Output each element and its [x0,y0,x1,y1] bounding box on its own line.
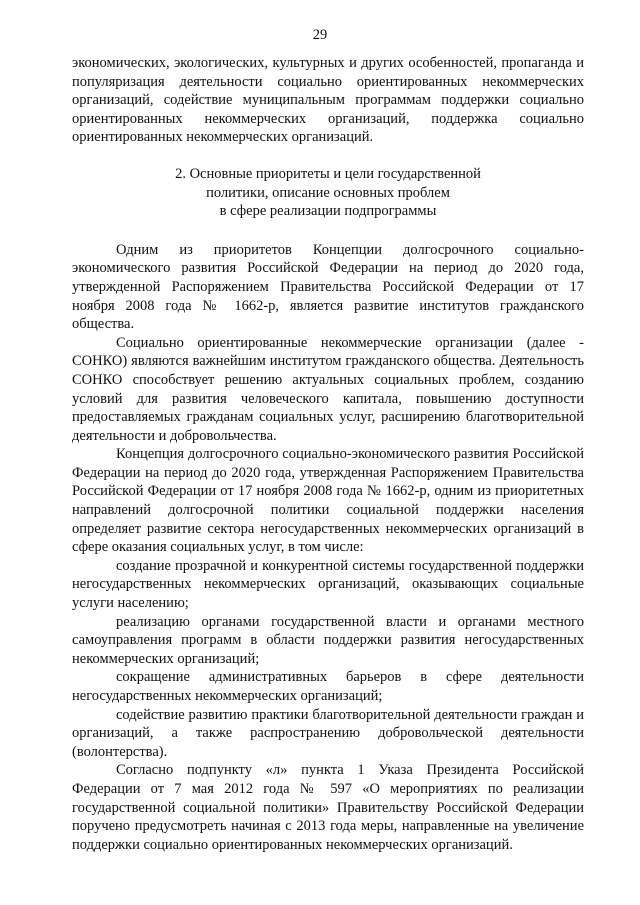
list-item-reduce-barriers: сокращение административных барьеров в сфере деятельности негосударственных некоммерческих организаций; [72,669,584,704]
section-heading-line-1: 2. Основные приоритеты и цели государственной [175,165,481,182]
list-item-transparent-support: создание прозрачной и конкурентной системы государственной поддержки негосударственных некоммерческих организаций, оказывающих социальные услуги населению; [72,557,584,612]
intro-paragraph: экономических, экологических, культурных и других особенностей, пропаганда и популяризация деятельности социально ориентированных некоммерческих организаций, содействие муниципальным программам поддержки социально ориентированных некоммерческих организаций, поддержка социально ориентированных некоммерческих организаций. [72,55,584,146]
section-heading-line-2: политики, описание основных проблем [206,184,450,201]
list-item-government-programs: реализацию органами государственной власти и органами местного самоуправления программ в области поддержки развития негосударственных некоммерческих организаций; [72,613,584,667]
section-heading [72,165,584,221]
paragraph-presidential-decree: Согласно подпункту «л» пункта 1 Указа Президента Российской Федерации от 7 мая 2012 года № 597 «О мероприятиях по реализации государственной социальной политики» Правительству Российской Федерации поручено предусмотреть начиная с 2013 года меры, направленные на увеличение поддержки социально ориентированных некоммерческих организаций. [72,762,584,853]
paragraph-concept-directions: Концепция долгосрочного социально-экономического развития Российской Федерации на период до 2020 года, утвержденная Распоряжением Правительства Российской Федерации от 17 ноября 2008 года № 1662-р, одним из приоритетных направлений долгосрочной политики социальной поддержки населения определяет развитие сектора негосударственных некоммерческих организаций в сфере оказания социальных услуг, в том числе: [72,446,584,556]
section-heading-line-3: в сфере реализации подпрограммы [219,203,437,220]
paragraph-sonko-definition: Социально ориентированные некоммерческие организации (далее - СОНКО) являются важнейшим институтом гражданского общества. Деятельность СОНКО способствует решению актуальных социальных проблем, созданию условий для развития человеческого капитала, повышению доступности предоставляемых гражданам социальных услуг, расширению благотворительной деятельности и добровольчества. [72,334,584,444]
paragraph-concept-priorities: Одним из приоритетов Концепции долгосрочного социально-экономического развития Российской Федерации на период до 2020 года, утвержденной Распоряжением Правительства Российской Федерации от 17 ноября 2008 года № 1662-р, является развитие институтов гражданского общества. [72,241,584,333]
document-body [72,54,584,854]
list-item-charity-volunteering: содействие развитию практики благотворительной деятельности граждан и организаций, а также распространению добровольческой деятельности (волонтерства). [72,706,584,760]
page-number: 29 [312,27,328,43]
